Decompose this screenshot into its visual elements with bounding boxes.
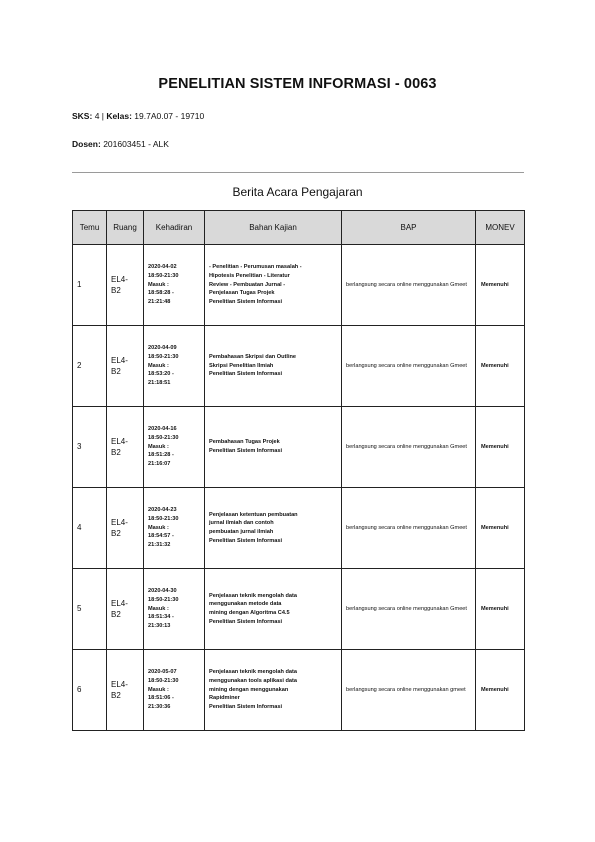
cell-temu: 4: [73, 488, 107, 569]
header-bahan-kajian: Bahan Kajian: [205, 211, 342, 245]
cell-temu: 1: [73, 245, 107, 326]
cell-temu: 2: [73, 326, 107, 407]
cell-monev: Memenuhi: [476, 407, 525, 488]
table-row: [73, 407, 525, 488]
lecturer-meta-line: [72, 139, 169, 149]
cell-temu: 6: [73, 650, 107, 731]
cell-temu: 5: [73, 569, 107, 650]
cell-bahan-kajian: Penjelasan ketentuan pembuatan jurnal ilmiah dan contoh pembuatan jurnal ilmiah Penelitian Sistem Informasi: [205, 488, 342, 569]
cell-ruang: EL4- B2: [107, 569, 144, 650]
cell-bahan-kajian: - Penelitian - Perumusan masalah - Hipotesis Penelitian - Literatur Review - Pembuatan Jurnal - Penjelasan Tugas Projek Penelitian Sistem Informasi: [205, 245, 342, 326]
table-row: [73, 569, 525, 650]
dosen-label: Dosen:: [72, 139, 101, 149]
cell-kehadiran: 2020-04-02 18:50-21:30 Masuk : 18:58:28 - 21:21:48: [144, 245, 205, 326]
table-row: [73, 245, 525, 326]
cell-monev: Memenuhi: [476, 650, 525, 731]
cell-bap: berlangsung secara online menggunakan gmeet: [342, 650, 476, 731]
cell-temu: 3: [73, 407, 107, 488]
cell-bahan-kajian: Pembahasan Skripsi dan Outline Skripsi Penelitian Ilmiah Penelitian Sistem Informasi: [205, 326, 342, 407]
header-ruang: Ruang: [107, 211, 144, 245]
cell-bap: berlangsung secara online menggunakan Gmeet: [342, 569, 476, 650]
dosen-value: 201603451 - ALK: [103, 139, 169, 149]
table-row: [73, 650, 525, 731]
cell-bap: berlangsung secara online menggunakan Gmeet: [342, 488, 476, 569]
cell-kehadiran: 2020-04-09 18:50-21:30 Masuk : 18:53:20 - 21:18:51: [144, 326, 205, 407]
sks-label: SKS:: [72, 111, 93, 121]
meta-separator: |: [101, 111, 105, 121]
cell-kehadiran: 2020-04-23 18:50-21:30 Masuk : 18:54:57 - 21:31:32: [144, 488, 205, 569]
kelas-label: Kelas:: [106, 111, 132, 121]
cell-kehadiran: 2020-04-16 18:50-21:30 Masuk : 18:51:28 - 21:16:07: [144, 407, 205, 488]
cell-bahan-kajian: Penjelasan teknik mengolah data menggunakan metode data mining dengan Algoritma C4.5 Penelitian Sistem Informasi: [205, 569, 342, 650]
kelas-value: 19.7A0.07 - 19710: [134, 111, 205, 121]
cell-bap: berlangsung secara online menggunakan Gmeet: [342, 245, 476, 326]
header-bap: BAP: [342, 211, 476, 245]
table-row: [73, 488, 525, 569]
cell-monev: Memenuhi: [476, 488, 525, 569]
table-header-row: [73, 211, 525, 245]
cell-kehadiran: 2020-05-07 18:50-21:30 Masuk : 18:51:06 - 21:30:36: [144, 650, 205, 731]
table-row: [73, 326, 525, 407]
section-divider: [72, 172, 524, 173]
cell-ruang: EL4- B2: [107, 326, 144, 407]
cell-bahan-kajian: Penjelasan teknik mengolah data menggunakan tools aplikasi data mining dengan menggunakan Rapidminer Penelitian Sistem Informasi: [205, 650, 342, 731]
cell-bap: berlangsung secara online menggunakan Gmeet: [342, 326, 476, 407]
cell-ruang: EL4- B2: [107, 245, 144, 326]
cell-kehadiran: 2020-04-30 18:50-21:30 Masuk : 18:51:34 - 21:30:13: [144, 569, 205, 650]
sks-value: 4: [94, 111, 100, 121]
section-title: Berita Acara Pengajaran: [232, 185, 363, 199]
header-temu: Temu: [73, 211, 107, 245]
cell-monev: Memenuhi: [476, 326, 525, 407]
cell-bahan-kajian: Pembahasan Tugas Projek Penelitian Sistem Informasi: [205, 407, 342, 488]
document-title: PENELITIAN SISTEM INFORMASI - 0063: [158, 76, 437, 92]
header-monev: MONEV: [476, 211, 525, 245]
cell-ruang: EL4- B2: [107, 407, 144, 488]
cell-monev: Memenuhi: [476, 245, 525, 326]
cell-ruang: EL4- B2: [107, 488, 144, 569]
cell-bap: berlangsung secara online menggunakan Gmeet: [342, 407, 476, 488]
header-kehadiran: Kehadiran: [144, 211, 205, 245]
teaching-record-table: [72, 210, 525, 731]
cell-monev: Memenuhi: [476, 569, 525, 650]
cell-ruang: EL4- B2: [107, 650, 144, 731]
course-meta-line: [72, 111, 204, 121]
